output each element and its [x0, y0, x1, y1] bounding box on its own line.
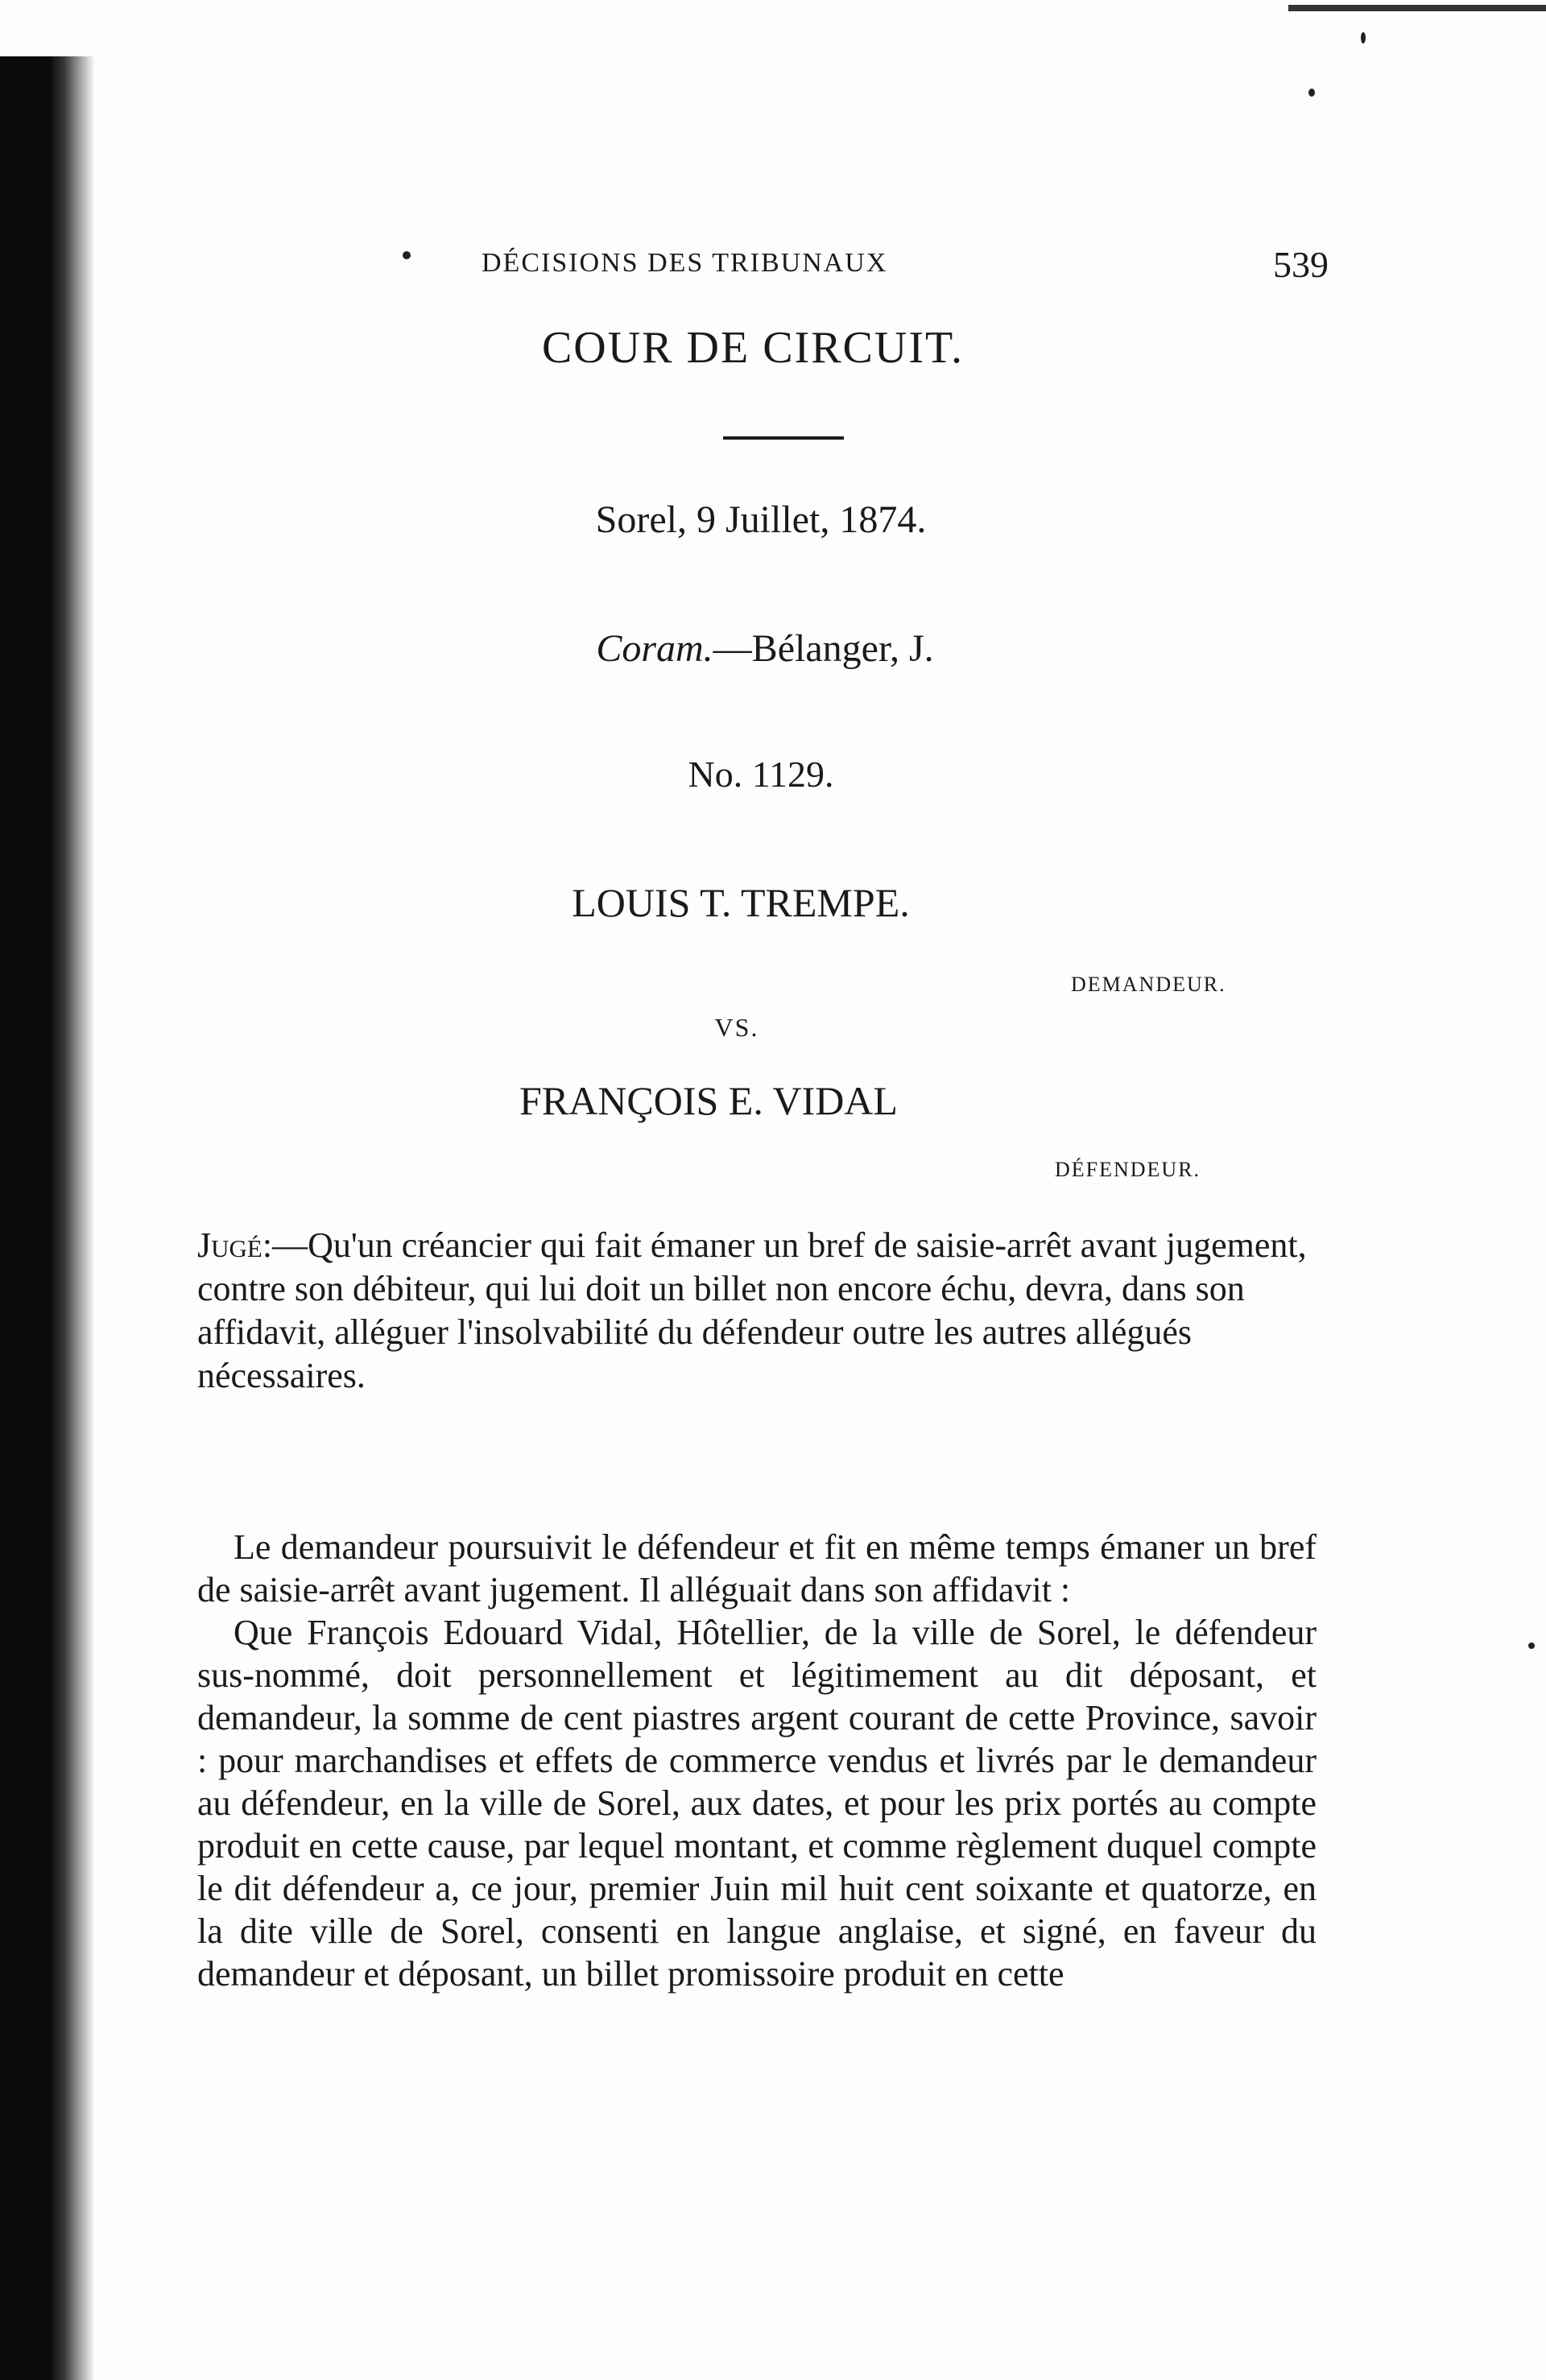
body-paragraph: Que François Edouard Vidal, Hôtellier, de la ville de Sorel, le défendeur sus-nommé, doit personnellement et légitimement au dit déposant, et demandeur, la somme de cent piastres argent courant de cette Province, savoir : pour marchandises et effets de commerce vendus et livrés par le demandeur au défendeur, en la ville de Sorel, aux dates, et pour les prix portés au compte produit en cette cause, par lequel montant, et comme règlement duquel compte le dit défendeur a, ce jour, premier Juin mil huit cent soixante et quatorze, en la dite ville de Sorel, consenti en langue anglaise, et signé, en faveur du demandeur et déposant, un billet promissoire produit en cette	[197, 1613, 1317, 1994]
scan-speck	[1308, 89, 1315, 97]
running-title: DÉCISIONS DES TRIBUNAUX	[482, 248, 888, 278]
holding-paragraph	[197, 1224, 1317, 1398]
body-paragraph: Le demandeur poursuivit le défendeur et fit en même temps émaner un bref de saisie-arrêt avant jugement. Il alléguait dans son affidavit :	[197, 1527, 1317, 1609]
versus: VS.	[714, 1013, 759, 1042]
binding-edge	[0, 56, 97, 2380]
page-number: 539	[1273, 244, 1329, 285]
title-rule	[723, 436, 844, 440]
scan-top-rule	[1288, 5, 1546, 11]
plaintiff-name: LOUIS T. TREMPE.	[572, 880, 910, 925]
coram-line	[0, 626, 1538, 671]
holding-label: Jugé	[197, 1225, 262, 1265]
holding-body: :—Qu'un créancier qui fait émaner un bref de saisie-arrêt avant jugement, contre son débiteur, qui lui doit un billet non encore échu, devra, dans son affidavit, alléguer l'insolvabilité du défendeur outre les autres allégués nécessaires.	[197, 1225, 1307, 1395]
court-title: COUR DE CIRCUIT.	[541, 323, 965, 373]
scan-speck	[1361, 32, 1366, 43]
coram-word: Coram.	[596, 627, 713, 670]
running-head	[403, 243, 1329, 283]
defendant-role: DÉFENDEUR.	[1055, 1158, 1201, 1181]
case-number: No. 1129.	[688, 754, 834, 795]
scan-speck	[1528, 1642, 1535, 1649]
date-place-line: Sorel, 9 Juillet, 1874.	[595, 498, 927, 541]
judge-name: —Bélanger, J.	[713, 627, 934, 670]
holding-text	[197, 1224, 1317, 1398]
plaintiff-role: DEMANDEUR.	[1071, 973, 1226, 996]
defendant-name: FRANÇOIS E. VIDAL	[519, 1078, 898, 1123]
body-text	[197, 1526, 1317, 1995]
